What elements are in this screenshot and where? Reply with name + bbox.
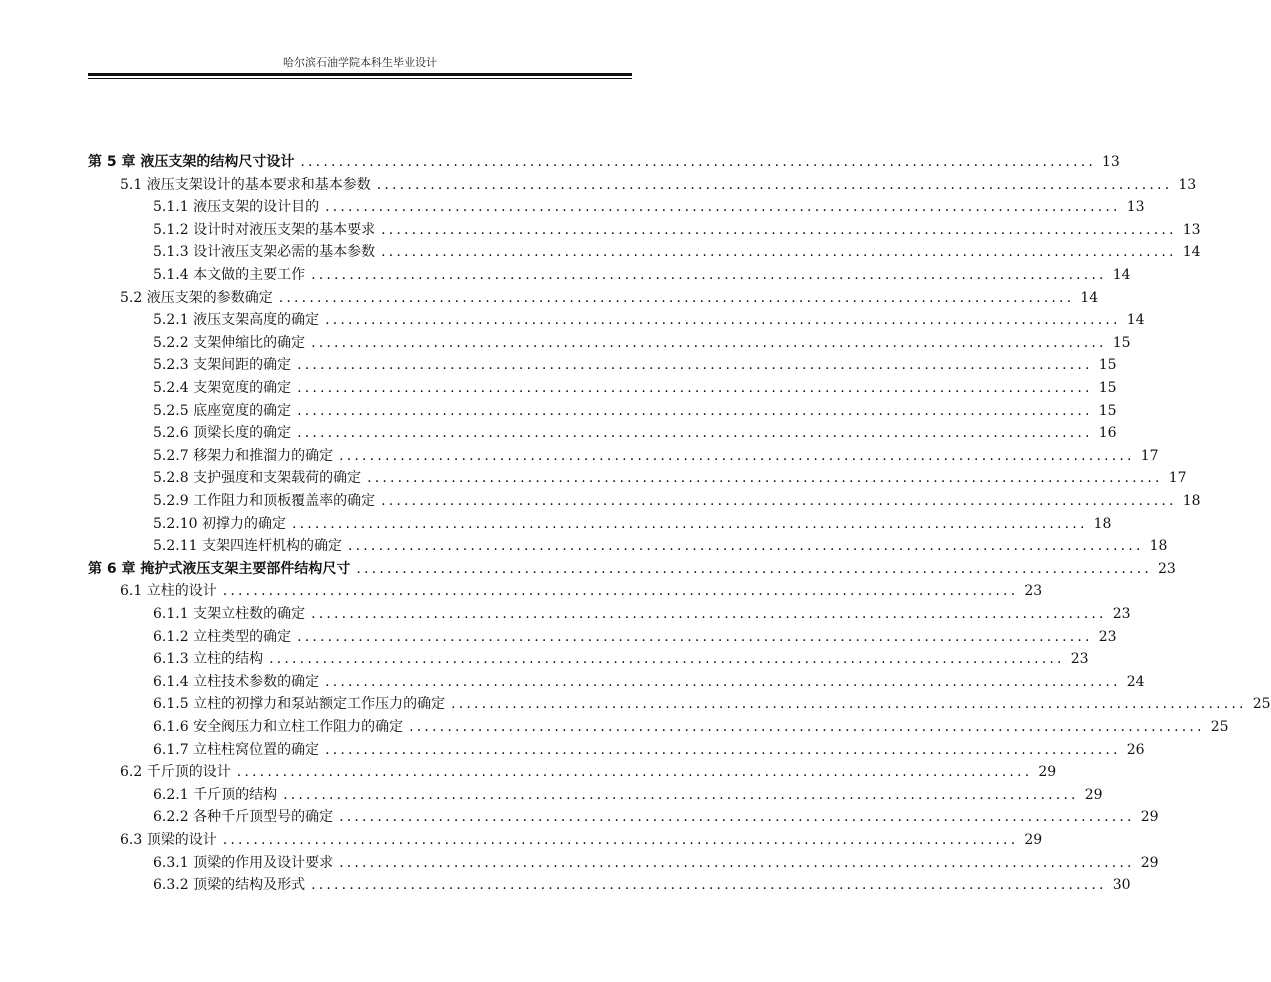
toc-title: 立柱的初撑力和泵站额定工作压力的确定: [193, 696, 446, 713]
toc-entry-subsection[interactable]: [153, 264, 1131, 286]
toc-page-number: 29: [1140, 854, 1159, 871]
toc-number: 5.2.2: [153, 334, 194, 351]
toc-number: 5.2.5: [153, 402, 194, 419]
dot-leader: ........................................................................................................: [381, 493, 1177, 509]
toc-entry-subsection[interactable]: [153, 648, 1089, 670]
toc-number: 6.1.5: [153, 696, 194, 713]
toc-entry-subsection[interactable]: [153, 626, 1117, 648]
toc-entry-subsection[interactable]: [153, 739, 1145, 761]
toc-page-number: 15: [1098, 402, 1117, 419]
toc-entry-chapter[interactable]: [88, 151, 1120, 173]
toc-title: 支架四连杆机构的确定: [201, 538, 342, 555]
toc-number: 5.1.3: [153, 244, 194, 261]
toc-title: 各种千斤顶型号的确定: [193, 809, 334, 826]
toc-title: 设计液压支架必需的基本参数: [193, 244, 376, 261]
toc-entry-section[interactable]: [120, 174, 1197, 196]
toc-number: 5.2.8: [153, 470, 194, 487]
toc-page-number: 17: [1168, 470, 1187, 487]
toc-entry-subsection[interactable]: [153, 513, 1112, 535]
toc-page-number: 23: [1158, 560, 1176, 577]
toc-entry-section[interactable]: [120, 761, 1057, 783]
toc-entry-section[interactable]: [120, 287, 1099, 309]
toc-title: 立柱技术参数的确定: [193, 673, 320, 690]
dot-leader: ........................................................................................................: [236, 764, 1033, 781]
toc-title: 设计时对液压支架的基本要求: [193, 221, 376, 238]
toc-title: 液压支架的设计目的: [193, 199, 320, 216]
toc-page-number: 23: [1024, 583, 1043, 600]
toc-title: 底座宽度的确定: [193, 402, 292, 419]
toc-entry-subsection[interactable]: [153, 490, 1201, 512]
toc-title: 支架宽度的确定: [193, 380, 292, 396]
dot-leader: ........................................................................................................: [300, 154, 1096, 170]
toc-title: 工作阻力和顶板覆盖率的确定: [193, 493, 376, 509]
dot-leader: ........................................................................................................: [339, 447, 1135, 464]
toc-page-number: 15: [1098, 380, 1117, 396]
toc-title: 本文做的主要工作: [193, 267, 306, 283]
header-rule-thin: [88, 78, 632, 79]
header-rule-thick: [88, 73, 632, 76]
toc-entry-subsection[interactable]: [153, 422, 1117, 444]
toc-title: 支架间距的确定: [193, 357, 292, 374]
toc-entry-subsection[interactable]: [153, 377, 1117, 399]
toc-number: 5.2.11: [153, 538, 202, 555]
dot-leader: ........................................................................................................: [311, 877, 1107, 894]
toc-entry-subsection[interactable]: [153, 716, 1229, 738]
dot-leader: ........................................................................................................: [311, 267, 1107, 283]
dot-leader: ........................................................................................................: [311, 606, 1107, 622]
toc-page-number: 14: [1080, 289, 1099, 306]
toc-page-number: 15: [1112, 334, 1131, 351]
toc-number: 6.1.4: [153, 673, 194, 690]
toc-number: 6.1.2: [153, 628, 194, 645]
toc-number: 6.2.2: [153, 809, 194, 826]
toc-entry-subsection[interactable]: [153, 603, 1131, 625]
dot-leader: ........................................................................................................: [278, 289, 1075, 306]
dot-leader: ........................................................................................................: [297, 628, 1093, 645]
toc-page-number: 13: [1182, 221, 1201, 238]
dot-leader: ........................................................................................................: [356, 560, 1152, 577]
toc-page-number: 29: [1084, 786, 1103, 803]
toc-page-number: 25: [1252, 696, 1271, 713]
toc-page-number: 18: [1093, 515, 1112, 532]
toc-entry-subsection[interactable]: [153, 467, 1187, 489]
toc-number: 5.2.3: [153, 357, 194, 374]
toc-number: 6.2.1: [153, 786, 194, 803]
toc-entry-subsection[interactable]: [153, 874, 1131, 896]
dot-leader: ........................................................................................................: [376, 176, 1173, 193]
dot-leader: ........................................................................................................: [222, 832, 1019, 848]
dot-leader: ........................................................................................................: [367, 470, 1163, 487]
toc-page-number: 30: [1112, 877, 1131, 894]
toc-entry-subsection[interactable]: [153, 671, 1145, 693]
toc-title: 液压支架的结构尺寸设计: [140, 154, 295, 170]
toc-page-number: 13: [1178, 176, 1197, 193]
dot-leader: ........................................................................................................: [339, 854, 1135, 871]
toc-entry-subsection[interactable]: [153, 219, 1201, 241]
toc-page-number: 23: [1098, 628, 1117, 645]
toc-page-number: 26: [1126, 741, 1145, 758]
dot-leader: ........................................................................................................: [381, 221, 1177, 238]
toc-page-number: 23: [1070, 651, 1089, 668]
toc-title: 液压支架高度的确定: [193, 312, 320, 329]
toc-title: 支架伸缩比的确定: [193, 334, 306, 351]
toc-page-number: 13: [1126, 199, 1145, 216]
toc-title: 支护强度和支架载荷的确定: [193, 470, 362, 487]
toc-number: 5.2.9: [153, 493, 194, 509]
toc-entry-subsection[interactable]: [153, 806, 1159, 828]
toc-page-number: 17: [1140, 447, 1159, 464]
toc-page-number: 14: [1182, 244, 1201, 261]
toc-title: 掩护式液压支架主要部件结构尺寸: [140, 560, 351, 577]
dot-leader: ........................................................................................................: [311, 334, 1107, 351]
dot-leader: ........................................................................................................: [297, 425, 1093, 442]
toc-title: 立柱的设计: [146, 583, 217, 600]
dot-leader: ........................................................................................................: [325, 741, 1121, 758]
toc-entry-subsection[interactable]: [153, 400, 1117, 422]
toc-title: 千斤顶的结构: [193, 786, 278, 803]
dot-leader: ........................................................................................................: [325, 199, 1121, 216]
toc-page-number: 29: [1024, 832, 1043, 848]
toc-entry-subsection[interactable]: [153, 445, 1159, 467]
toc-entry-section[interactable]: [120, 829, 1043, 851]
toc-title: 顶梁的作用及设计要求: [193, 854, 334, 871]
dot-leader: ........................................................................................................: [325, 312, 1121, 329]
toc-page-number: 24: [1126, 673, 1145, 690]
toc-number: 5.1.2: [153, 221, 194, 238]
toc-number: 5.2: [120, 289, 147, 306]
toc-number: 6.3.2: [153, 877, 194, 894]
toc-number: 5.2.1: [153, 312, 194, 329]
toc-number: 6.3: [120, 832, 147, 848]
toc-number: 6.1.1: [153, 606, 194, 622]
toc-number: 6.1.3: [153, 651, 194, 668]
dot-leader: ........................................................................................................: [409, 719, 1205, 735]
toc-entry-subsection[interactable]: [153, 332, 1131, 354]
toc-title: 顶梁长度的确定: [193, 425, 292, 442]
toc-title: 液压支架设计的基本要求和基本参数: [146, 176, 371, 193]
dot-leader: ........................................................................................................: [339, 809, 1135, 826]
toc-page-number: 18: [1149, 538, 1168, 555]
toc-page-number: 14: [1112, 267, 1131, 283]
toc-number: 6.2: [120, 764, 147, 781]
toc-page-number: 23: [1112, 606, 1131, 622]
toc-entry-section[interactable]: [120, 580, 1043, 602]
toc-title: 移架力和推溜力的确定: [193, 447, 334, 464]
dot-leader: ........................................................................................................: [297, 357, 1093, 374]
toc-entry-subsection[interactable]: [153, 784, 1103, 806]
toc-number: 第 5 章: [88, 154, 141, 170]
toc-entry-subsection[interactable]: [153, 693, 1271, 715]
toc-number: 5.2.4: [153, 380, 194, 396]
dot-leader: ........................................................................................................: [291, 515, 1088, 532]
dot-leader: ........................................................................................................: [269, 651, 1065, 668]
toc-number: 6.1: [120, 583, 147, 600]
toc-entry-subsection[interactable]: [153, 535, 1168, 557]
dot-leader: ........................................................................................................: [347, 538, 1144, 555]
page-header: 哈尔滨石油学院本科生毕业设计: [283, 56, 437, 69]
toc-number: 6.1.6: [153, 719, 194, 735]
toc-title: 千斤顶的设计: [146, 764, 231, 781]
toc-title: 立柱的结构: [193, 651, 264, 668]
toc-title: 液压支架的参数确定: [146, 289, 273, 306]
toc-number: 6.1.7: [153, 741, 194, 758]
toc-entry-subsection[interactable]: [153, 309, 1145, 331]
toc-page-number: 29: [1038, 764, 1057, 781]
toc-entry-subsection[interactable]: [153, 241, 1201, 263]
toc-number: 5.1.1: [153, 199, 194, 216]
toc-number: 5.1: [120, 176, 147, 193]
dot-leader: ........................................................................................................: [283, 786, 1079, 803]
dot-leader: ........................................................................................................: [297, 402, 1093, 419]
toc-page-number: 15: [1098, 357, 1117, 374]
toc-title: 安全阀压力和立柱工作阻力的确定: [193, 719, 404, 735]
toc-number: 5.1.4: [153, 267, 194, 283]
toc-entry-subsection[interactable]: [153, 852, 1159, 874]
toc-number: 5.2.7: [153, 447, 194, 464]
dot-leader: ........................................................................................................: [381, 244, 1177, 261]
dot-leader: ........................................................................................................: [222, 583, 1019, 600]
toc-title: 顶梁的结构及形式: [193, 877, 306, 894]
toc-number: 第 6 章: [88, 560, 141, 577]
toc-title: 支架立柱数的确定: [193, 606, 306, 622]
toc-entry-chapter[interactable]: [88, 558, 1176, 580]
toc-page-number: 13: [1102, 154, 1120, 170]
toc-page-number: 25: [1210, 719, 1229, 735]
toc-title: 立柱类型的确定: [193, 628, 292, 645]
toc-title: 初撑力的确定: [201, 515, 286, 532]
dot-leader: ........................................................................................................: [325, 673, 1121, 690]
dot-leader: ........................................................................................................: [297, 380, 1093, 396]
toc-title: 顶梁的设计: [146, 832, 217, 848]
toc-entry-subsection[interactable]: [153, 196, 1145, 218]
toc-page-number: 29: [1140, 809, 1159, 826]
toc-number: 6.3.1: [153, 854, 194, 871]
toc-number: 5.2.10: [153, 515, 202, 532]
toc-page-number: 14: [1126, 312, 1145, 329]
toc-page-number: 18: [1182, 493, 1201, 509]
toc-page-number: 16: [1098, 425, 1117, 442]
toc-title: 立柱柱窝位置的确定: [193, 741, 320, 758]
dot-leader: ........................................................................................................: [451, 696, 1247, 713]
toc-number: 5.2.6: [153, 425, 194, 442]
toc-entry-subsection[interactable]: [153, 354, 1117, 376]
